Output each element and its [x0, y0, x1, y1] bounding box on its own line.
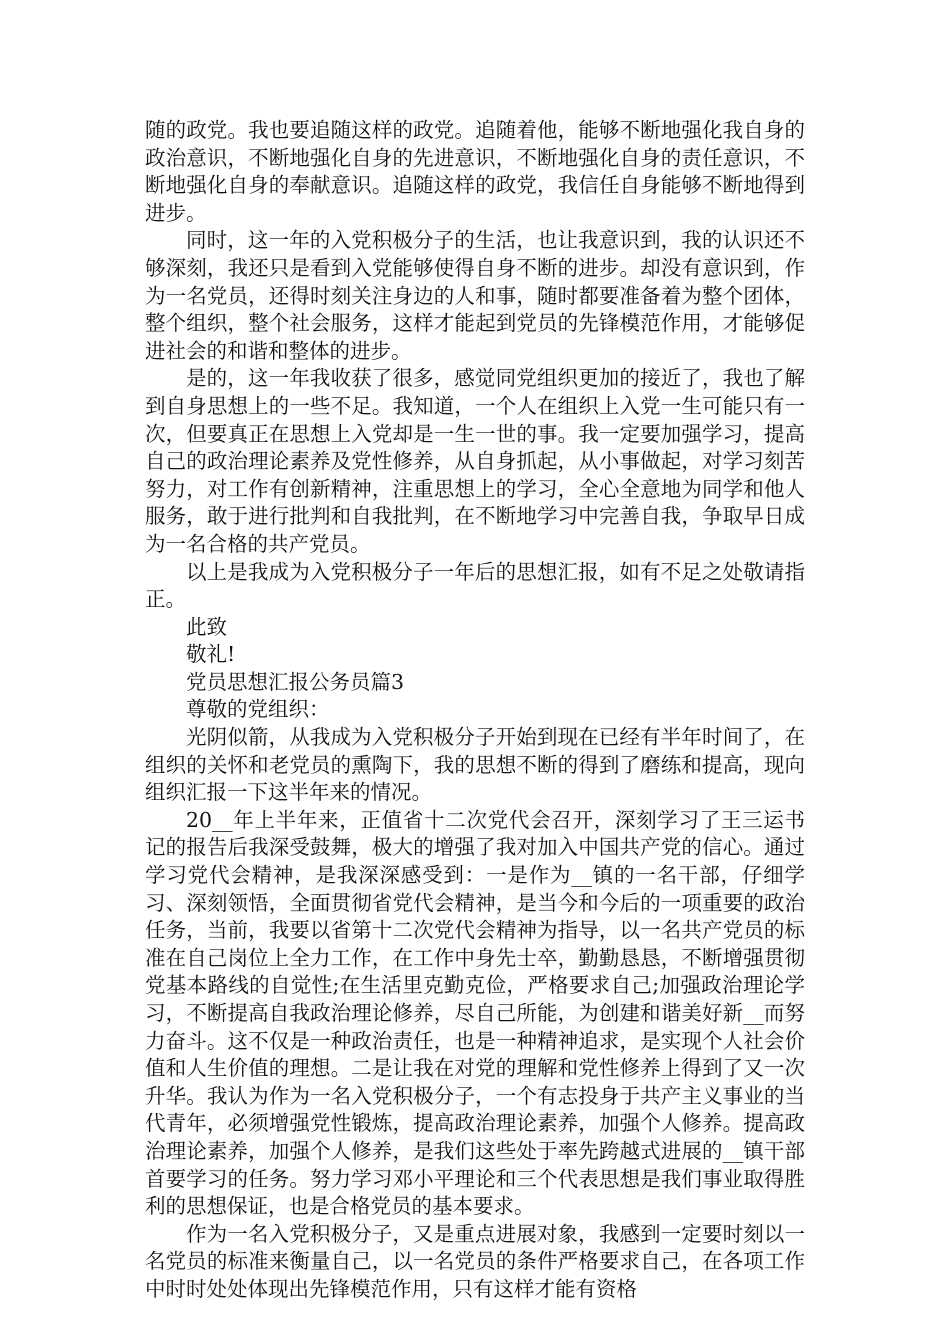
paragraph-closing-remark: 以上是我成为入党积极分子一年后的思想汇报，如有不足之处敬请指正。: [145, 559, 805, 612]
salutation-cizhi: 此致: [186, 614, 227, 639]
section-heading: 党员思想汇报公务员篇3: [186, 669, 405, 694]
paragraph-study: 20__年上半年来，正值省十二次党代会召开，深刻学习了王三运书记的报告后我深受鼓舞，极大的增强了我对加入中国共产党的信心。通过学习党代会精神，是我深深感受到：一是作为__镇的一名干部，仔细学习、深刻领悟，全面贯彻省党代会精神，是当今和今后的一项重要的政治任务，当前，我要以省第十二次党代会精神为指导，以一名共产党员的标准在自己岗位上全力工作，在工作中身先士卒，勤勤恳恳，不断增强贯彻党基本路线的自觉性;在生活里克勤克俭，严格要求自己;加强政治理论学习，不断提高自我政治理论修养，尽自己所能，为创建和谐美好新__而努力奋斗。这不仅是一种政治责任，也是一种精神追求，是实现个人社会价值和人生价值的理想。二是让我在对党的理解和党性修养上得到了又一次升华。我认为作为一名入党积极分子，一个有志投身于共产主义事业的当代青年，必须增强党性锻炼，提高政治理论素养，加强个人修养。提高政治理论素养，加强个人修养，是我们这些处于率先跨越式进展的__镇干部首要学习的任务。努力学习邓小平理论和三个代表思想是我们事业取得胜利的思想保证，也是合格党员的基本要求。: [145, 807, 805, 1219]
salutation-jingli: 敬礼!: [186, 642, 236, 667]
paragraph-standard: 作为一名入党积极分子，又是重点进展对象，我感到一定要时刻以一名党员的标准来衡量自己，以一名党员的条件严格要求自己，在各项工作中时时处处体现出先锋模范作用，只有这样才能有资格: [145, 1221, 805, 1301]
paragraph-gains: 是的，这一年我收获了很多，感觉同党组织更加的接近了，我也了解到自身思想上的一些不足。我知道，一个人在组织上入党一生可能只有一次，但要真正在思想上入党却是一生一世的事。我一定要加强学习，提高自己的政治理论素养及党性修养，从自身抓起，从小事做起，对学习刻苦努力，对工作有创新精神，注重思想上的学习，全心全意地为同学和他人服务，敢于进行批判和自我批判，在不断地学习中完善自我，争取早日成为一名合格的共产党员。: [145, 366, 805, 556]
paragraph-intro: 光阴似箭，从我成为入党积极分子开始到现在已经有半年时间了，在组织的关怀和老党员的熏陶下，我的思想不断的得到了磨练和提高，现向组织汇报一下这半年来的情况。: [145, 725, 805, 805]
paragraph-continuation: 随的政党。我也要追随这样的政党。追随着他，能够不断地强化我自身的政治意识，不断地强化自身的先进意识，不断地强化自身的责任意识，不断地强化自身的奉献意识。追随这样的政党，我信任自身能够不断地得到进步。: [145, 118, 805, 225]
paragraph-awareness: 同时，这一年的入党积极分子的生活，也让我意识到，我的认识还不够深刻，我还只是看到入党能够使得自身不断的进步。却没有意识到，作为一名党员，还得时刻关注身边的人和事，随时都要准备着为整个团体，整个组织，整个社会服务，这样才能起到党员的先锋模范作用，才能够促进社会的和谐和整体的进步。: [145, 228, 805, 363]
letter-greeting: 尊敬的党组织：: [186, 697, 330, 722]
document-body: [145, 117, 805, 1304]
